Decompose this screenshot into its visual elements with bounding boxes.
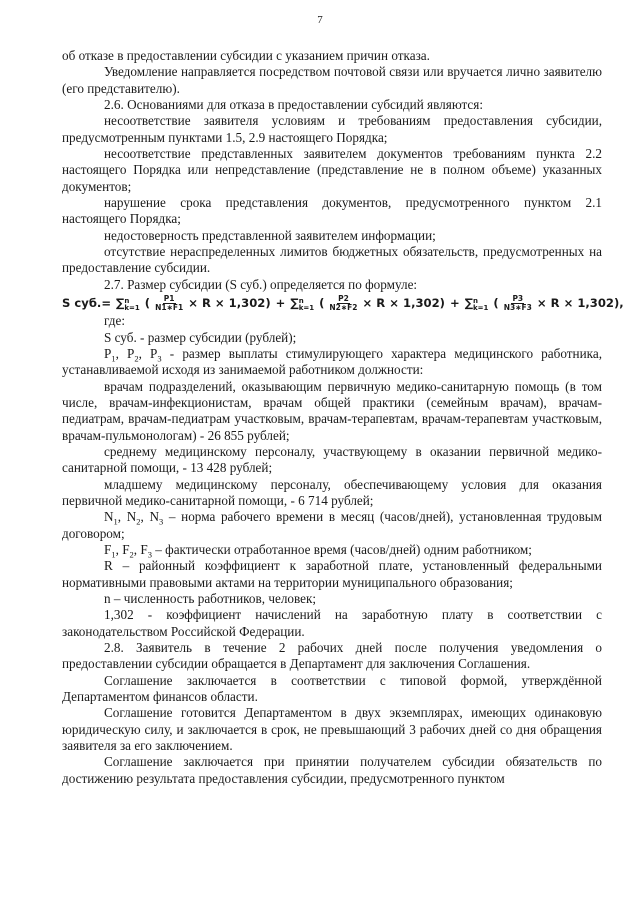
formula-lhs: S суб.= bbox=[62, 296, 112, 311]
paragraph: несоответствие заявителя условиям и требованиям предоставления субсидии, предусмотренным пунктами 1.5, 2.9 настоящего Порядка; bbox=[62, 113, 602, 145]
paragraph: Соглашение готовится Департаментом в двух экземплярах, имеющих одинаковую юридическую силу, и заключается в срок, не превышающий 3 рабочих дней со дня обращения заявителя за его заключением. bbox=[62, 705, 602, 754]
formula-tail-1: × R × 1,302) bbox=[188, 296, 271, 311]
paragraph: младшему медицинскому персоналу, обеспечивающему условия для оказания первичной медико-санитарной помощи, - 6 714 рублей; bbox=[62, 476, 602, 508]
sum-symbol: ∑ n k=1 bbox=[116, 296, 140, 312]
paragraph: Соглашение заключается при принятии получателем субсидии обязательств по достижению результата предоставления субсидии, предусмотренного пунктом bbox=[62, 754, 602, 786]
formula-tail-2: × R × 1,302) bbox=[362, 296, 445, 311]
paragraph: несоответствие представленных заявителем документов требованиям пункта 2.2 настоящего Порядка или непредставление (представление не в полном объеме) указанных документов; bbox=[62, 146, 602, 194]
plus-sign: + bbox=[449, 296, 460, 311]
paragraph: 2.7. Размер субсидии (S суб.) определяется по формуле: bbox=[104, 276, 418, 292]
paragraph-n-variables: $N_1$, $N_2$, $N_3$ – норма рабочего времени в месяц (часов/дней), установленная трудовым договором; bbox=[62, 509, 602, 541]
subsidy-formula: S суб.= ∑ n k=1 ( $\frac{P1}{N1∗F1}$ × R × 1,302) + ∑ n k=1 ( $\frac{P2}{N2∗F2}$ × R × 1,302) + ∑ n k=1 ( $\frac{P3}{N3∗F3}$ × R × 1,302), bbox=[62, 294, 624, 313]
paragraph: недостоверность представленной заявителем информации; bbox=[104, 227, 436, 243]
fraction-2: $\frac{P2}{N2∗F2}$ bbox=[329, 294, 358, 313]
paragraph: среднему медицинскому персоналу, участвующему в оказании первичной медико-санитарной помощи, - 13 428 рублей; bbox=[62, 443, 602, 476]
paragraph: об отказе в предоставлении субсидии с указанием причин отказа. bbox=[62, 48, 430, 63]
formula-tail-3: × R × 1,302), bbox=[536, 296, 624, 311]
paragraph: врачам подразделений, оказывающим первичную медико-санитарную помощь (в том числе, врачам-инфекционистам, врачам общей практики (семейным врачам), врачам-педиатрам, врачам-педиатрам участковым, врачам-терапевтам, врачам-терапевтам участковым, врачам-пульмонологам) - 26 855 рублей; bbox=[62, 378, 602, 443]
paragraph: S суб. - размер субсидии (рублей); bbox=[104, 329, 297, 345]
plus-sign: + bbox=[275, 296, 286, 311]
paragraph-f-variables: $F_1$, $F_2$, $F_3$ – фактически отработанное время (часов/дней) одним работником; bbox=[104, 541, 532, 560]
document-body bbox=[62, 48, 624, 787]
paragraph-p-variables: $P_1$, $P_2$, $P_3$ - размер выплаты стимулирующего характера медицинского работника, устанавливаемой исходя из занимаемой работником должности: bbox=[62, 345, 602, 378]
paragraph: отсутствие нераспределенных лимитов бюджетных обязательств, предусмотренных на предоставление субсидии. bbox=[62, 244, 602, 276]
paragraph: 2.8. Заявитель в течение 2 рабочих дней после получения уведомления о предоставлении субсидии обращается в Департамент для заключения Соглашения. bbox=[62, 640, 602, 672]
paragraph: Соглашение заключается в соответствии с типовой формой, утверждённой Департаментом финансов области. bbox=[62, 672, 602, 705]
where-label: где: bbox=[104, 313, 125, 329]
paragraph: Уведомление направляется посредством почтовой связи или вручается лично заявителю (его представителю). bbox=[62, 64, 602, 96]
paragraph: n – численность работников, человек; bbox=[104, 591, 317, 606]
fraction-1: $\frac{P1}{N1∗F1}$ bbox=[155, 294, 184, 313]
fraction-3: $\frac{P3}{N3∗F3}$ bbox=[503, 294, 532, 313]
paragraph: нарушение срока представления документов, предусмотренного пунктом 2.1 настоящего Порядка; bbox=[62, 195, 602, 227]
paragraph: 1,302 - коэффициент начислений на заработную плату в соответствии с законодательством Российской Федерации. bbox=[62, 607, 602, 639]
page-number: 7 bbox=[317, 14, 323, 26]
sum-symbol: ∑ n k=1 bbox=[290, 296, 315, 312]
paragraph: 2.6. Основаниями для отказа в предоставлении субсидий являются: bbox=[104, 97, 484, 113]
sum-symbol: ∑ n k=1 bbox=[464, 296, 489, 312]
paragraph: R – районный коэффициент к заработной плате, установленный федеральными нормативными правовыми актами на территории муниципального образования; bbox=[62, 558, 602, 590]
